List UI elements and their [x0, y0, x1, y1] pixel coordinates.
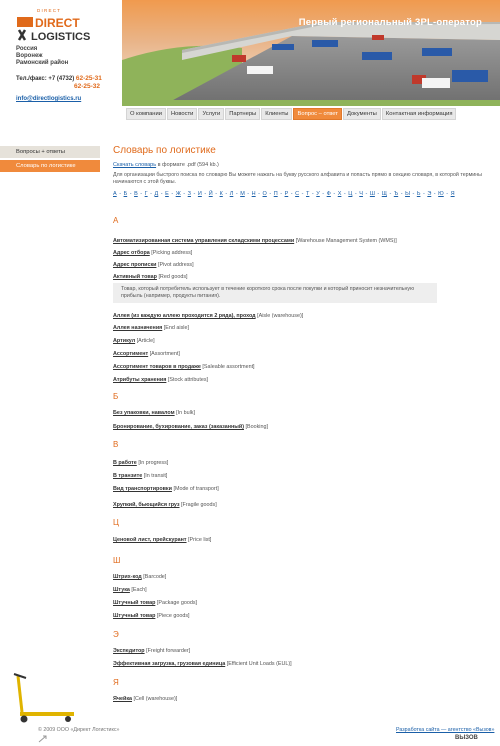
download-format: в формате .pdf (594 kb.) [157, 162, 219, 168]
alphabet-letter[interactable]: Г [144, 191, 148, 197]
alphabet-separator: - [192, 191, 197, 197]
phone-2: 62-25-32 [74, 83, 101, 90]
glossary-term-english: [Piece goods] [156, 613, 190, 619]
glossary-term-link[interactable]: Ценовой лист, прейскурант [113, 537, 187, 543]
glossary-entry [113, 364, 255, 370]
hero-banner [122, 0, 500, 106]
sidebar-item-faq[interactable]: Вопросы + ответы [0, 146, 100, 158]
developer-link[interactable]: Разработка сайта — агентство «Вызов» [396, 727, 495, 733]
glossary-term-link[interactable]: Аллея (из каждую аллею проходится 2 ряда), проход [113, 313, 256, 319]
alphabet-letter[interactable]: П [273, 191, 278, 197]
alphabet-letter[interactable]: Й [208, 191, 213, 197]
glossary-term-english: [Fragile goods] [181, 502, 217, 508]
glossary-term-english: [Freight forwarder] [146, 648, 191, 654]
nav-item-about[interactable]: О компании [126, 108, 166, 120]
glossary-term-english: [Red goods] [158, 274, 188, 280]
sidebar-item-glossary[interactable]: Словарь по логистике [0, 160, 100, 172]
section-letter-heading: Э [113, 630, 119, 639]
glossary-entry [113, 600, 197, 606]
glossary-entry [113, 238, 397, 244]
alphabet-letter[interactable]: Е [165, 191, 169, 197]
glossary-term-english: [In transit] [143, 473, 168, 479]
glossary-entry [113, 537, 211, 543]
section-letter-heading: Б [113, 392, 119, 401]
alphabet-separator: - [278, 191, 284, 197]
glossary-term-english: [Efficient Unit Loads (EUL)] [226, 661, 292, 667]
alphabet-letter[interactable]: Н [251, 191, 256, 197]
glossary-term-link[interactable]: Атрибуты хранения [113, 377, 167, 383]
arrow-icon [38, 735, 48, 743]
glossary-term-english: [Aisle (warehouse)] [257, 313, 304, 319]
alphabet-letter[interactable]: Ь [416, 191, 421, 197]
glossary-term-link[interactable]: Артикул [113, 338, 136, 344]
alphabet-separator: - [181, 191, 187, 197]
alphabet-letter[interactable]: О [262, 191, 267, 197]
alphabet-letter[interactable]: Ъ [393, 191, 399, 197]
alphabet-separator: - [300, 191, 305, 197]
glossary-entry [113, 587, 147, 593]
main-nav [126, 108, 456, 120]
nav-item-services[interactable]: Услуги [198, 108, 224, 120]
sidebar [0, 146, 100, 174]
alphabet-separator: - [432, 191, 438, 197]
nav-item-news[interactable]: Новости [167, 108, 197, 120]
alphabet-separator: - [267, 191, 273, 197]
page-title: Словарь по логистике [113, 145, 216, 156]
glossary-term-english: [Saleable assortment] [202, 364, 255, 370]
glossary-term-link[interactable]: Вид транспортировки [113, 486, 172, 492]
alphabet-separator: - [159, 191, 165, 197]
phone-line [16, 75, 102, 82]
alphabet-letter[interactable]: Х [337, 191, 342, 197]
glossary-entry [113, 486, 219, 492]
alphabet-letter[interactable]: Л [229, 191, 234, 197]
glossary-entry [113, 574, 166, 580]
address-city: Воронеж [16, 53, 43, 59]
alphabet-letter[interactable]: Д [154, 191, 159, 197]
alphabet-separator: - [342, 191, 348, 197]
company-logo[interactable] [15, 6, 115, 44]
glossary-term-link[interactable]: Адрес прописки [113, 262, 157, 268]
email-link[interactable]: info@directlogistics.ru [16, 96, 82, 102]
alphabet-letter[interactable]: Б [123, 191, 128, 197]
glossary-term-link[interactable]: Активный товар [113, 274, 157, 280]
glossary-term-english: [Price list] [188, 537, 212, 543]
glossary-term-link[interactable]: В транзите [113, 473, 143, 479]
download-glossary-link[interactable]: Скачать словарь [113, 162, 157, 168]
alphabet-separator: - [169, 191, 175, 197]
alphabet-separator: - [310, 191, 316, 197]
footer [0, 720, 500, 746]
glossary-term-english: [Assortment] [149, 351, 180, 357]
alphabet-separator: - [223, 191, 229, 197]
nav-item-contacts[interactable]: Контактная информация [382, 108, 457, 120]
alphabet-separator: - [128, 191, 134, 197]
glossary-entry [113, 351, 180, 357]
nav-item-documents[interactable]: Документы [343, 108, 381, 120]
alphabet-letter[interactable]: И [197, 191, 202, 197]
glossary-term-english: [Cell (warehouse)] [133, 696, 178, 702]
alphabet-separator: - [421, 191, 427, 197]
alphabet-letter[interactable]: У [316, 191, 320, 197]
phone-label: Тел./факс: +7 (4732) [16, 76, 75, 82]
alphabet-separator: - [289, 191, 295, 197]
glossary-entry [113, 424, 268, 430]
developer-logo[interactable]: ВЫЗОВ [455, 735, 478, 741]
glossary-term-english: [In bulk] [176, 410, 195, 416]
glossary-entry [113, 338, 155, 344]
glossary-term-link[interactable]: Эффективная загрузка, грузовая единица [113, 661, 226, 667]
glossary-entry [113, 648, 190, 654]
address-country: Россия [16, 46, 38, 52]
alphabet-letter[interactable]: Ф [326, 191, 331, 197]
section-letter-heading: Ц [113, 518, 119, 527]
nav-item-clients[interactable]: Клиенты [261, 108, 292, 120]
glossary-term-english: [Stock attributes] [167, 377, 209, 383]
glossary-entry [113, 696, 177, 702]
alphabet-letter[interactable]: Т [306, 191, 310, 197]
glossary-term-link[interactable]: Аллея назначения [113, 325, 163, 331]
address-district: Рамонский район [16, 60, 69, 66]
address-block [16, 46, 68, 67]
section-letter-heading: Я [113, 678, 119, 687]
main-content [113, 145, 493, 197]
alphabet-separator: - [363, 191, 369, 197]
glossary-entry [113, 460, 168, 466]
alphabet-letter[interactable]: Я [450, 191, 455, 197]
alphabet-letter[interactable]: Ц [348, 191, 353, 197]
alphabet-separator: - [399, 191, 405, 197]
nav-item-partners[interactable]: Партнеры [225, 108, 260, 120]
alphabet-letter[interactable]: З [187, 191, 191, 197]
hero-title: Первый региональный 3PL-оператор [298, 17, 482, 28]
logo-top-letters: D I R E C T [37, 8, 60, 13]
glossary-term-link[interactable]: Бронирование, бухирование, заказ (заказанный) [113, 424, 244, 430]
section-letter-heading: В [113, 440, 119, 449]
alphabet-separator: - [331, 191, 337, 197]
pallet-truck-illustration [6, 672, 76, 724]
alphabet-separator: - [148, 191, 154, 197]
glossary-entry [113, 613, 190, 619]
alphabet-separator: - [245, 191, 251, 197]
glossary-entry [113, 473, 167, 479]
alphabet-letter[interactable]: Р [284, 191, 289, 197]
alphabet-separator: - [117, 191, 123, 197]
alphabet-letter[interactable]: Ы [405, 191, 410, 197]
glossary-term-english: [Barcode] [143, 574, 167, 580]
intro-text: Для организации быстрого поиска по словарю Вы можете нажать на букву русского алфавита и попасть прямо в секцию словаря, в которой термины начинаются с этой буквы. [113, 172, 482, 185]
glossary-term-english: [Warehouse Management System (WMS)] [295, 238, 397, 244]
glossary-entry [113, 377, 208, 383]
warehouse-illustration [122, 0, 500, 106]
alphabet-separator: - [375, 191, 381, 197]
glossary-term-english: [End aisle] [163, 325, 189, 331]
glossary-entry [113, 661, 292, 667]
section-letter-heading: А [113, 216, 119, 225]
glossary-term-english: [Mode of transport] [173, 486, 219, 492]
glossary-term-link[interactable]: В работе [113, 460, 137, 466]
glossary-term-link[interactable]: Ассортимент [113, 351, 149, 357]
alphabet-separator: - [138, 191, 144, 197]
alphabet-letter[interactable]: А [113, 191, 117, 197]
glossary-term-english: [Pivot address] [157, 262, 194, 268]
copyright: © 2009 ООО «Директ Логистикс» [38, 727, 120, 733]
glossary-entry [113, 313, 303, 319]
logo-line1: DIRECT [35, 16, 80, 30]
glossary-term-english: [Each] [131, 587, 147, 593]
glossary-entry [113, 274, 188, 280]
logo-line2: LOGISTICS [31, 31, 91, 43]
alphabet-letter[interactable]: С [295, 191, 300, 197]
alphabet-separator: - [256, 191, 262, 197]
glossary-term-link[interactable]: Без упаковки, навалом [113, 410, 175, 416]
glossary-entry [113, 250, 192, 256]
nav-item-faq[interactable]: Вопрос – ответ [293, 108, 341, 120]
glossary-entry [113, 262, 194, 268]
glossary-term-link[interactable]: Экспедитор [113, 648, 145, 654]
alphabet-separator: - [202, 191, 208, 197]
glossary-term-link[interactable]: Ячейка [113, 696, 133, 702]
alphabet-separator: - [213, 191, 219, 197]
alphabet-letter[interactable]: Ю [438, 191, 444, 197]
glossary-term-english: [In progress] [138, 460, 169, 466]
alphabet-separator: - [444, 191, 450, 197]
alphabet-separator: - [410, 191, 416, 197]
alphabet-separator: - [320, 191, 326, 197]
glossary-term-link[interactable]: Штучный товар [113, 613, 156, 619]
glossary-entry [113, 325, 189, 331]
glossary-term-link[interactable]: Штучный товар [113, 600, 156, 606]
alphabet-letter[interactable]: Ч [359, 191, 363, 197]
glossary-term-english: [Picking address] [151, 250, 193, 256]
download-line [113, 162, 493, 168]
alphabet-letter[interactable]: К [219, 191, 223, 197]
glossary-entry [113, 502, 217, 508]
glossary-term-link[interactable]: Автоматизированная система управления складскими процессами [113, 238, 295, 244]
definition-note: Товар, который потребитель использует в течение короткого срока после покупки и который приносит незначительную прибыль (например, продукты питания). [113, 283, 437, 303]
glossary-term-link[interactable]: Штрих-код [113, 574, 142, 580]
alphabet-separator: - [387, 191, 393, 197]
alphabet-letter[interactable]: Э [427, 191, 432, 197]
section-letter-heading: Ш [113, 556, 121, 565]
alphabet-letter[interactable]: Ш [369, 191, 375, 197]
alphabet-letter[interactable]: В [134, 191, 138, 197]
alphabet-separator: - [353, 191, 359, 197]
glossary-term-link[interactable]: Ассортимент товаров в продаже [113, 364, 201, 370]
alphabet-letter[interactable]: М [240, 191, 245, 197]
alphabet-letter[interactable]: Щ [381, 191, 387, 197]
glossary-term-link[interactable]: Штука [113, 587, 130, 593]
alphabet-separator: - [234, 191, 240, 197]
phone-1: 62-25-31 [75, 75, 102, 82]
glossary-term-link[interactable]: Адрес отбора [113, 250, 150, 256]
alphabet-letter[interactable]: Ж [175, 191, 181, 197]
glossary-term-link[interactable]: Хрупкий, бьющийся груз [113, 502, 180, 508]
glossary-entry [113, 410, 195, 416]
glossary-term-english: [Booking] [245, 424, 268, 430]
glossary-term-english: [Article] [136, 338, 155, 344]
glossary-term-english: [Package goods] [156, 600, 198, 606]
alphabet-index [113, 191, 493, 197]
